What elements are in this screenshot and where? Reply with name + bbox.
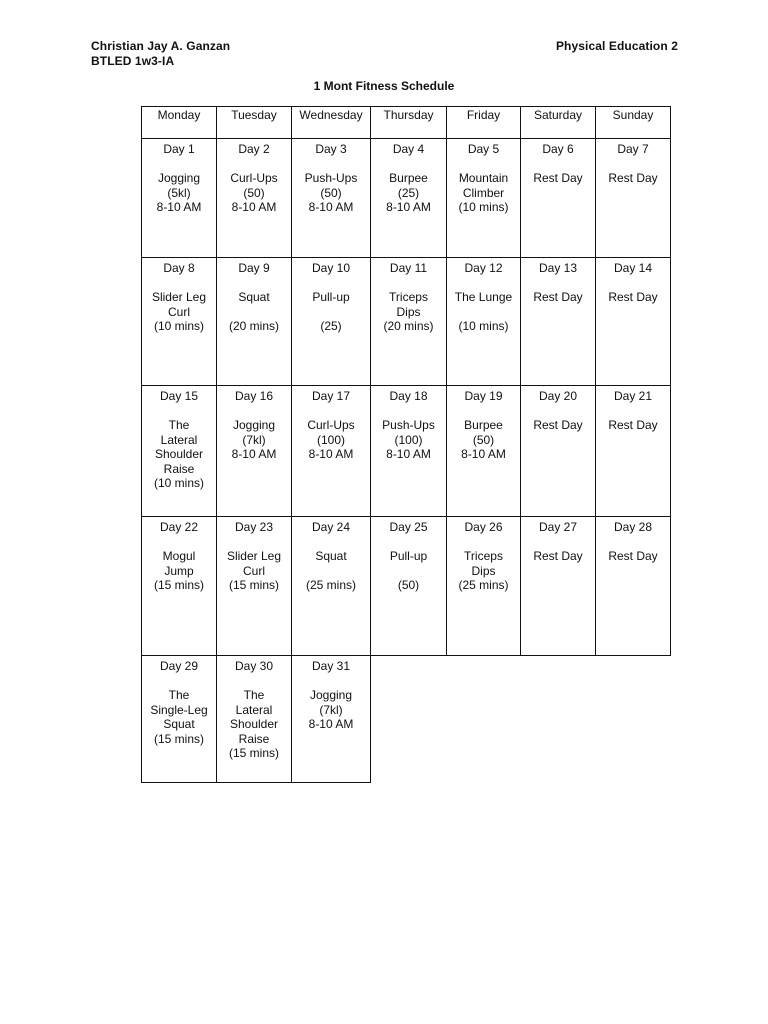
day-cell (292, 517, 371, 656)
day-cell (447, 258, 521, 386)
activity-line: (10 mins) (153, 319, 204, 334)
day-number: Day 12 (464, 261, 503, 275)
activity-line: Rest Day (608, 418, 658, 432)
day-cell (142, 139, 217, 258)
empty-cell (447, 656, 521, 783)
day-number: Day 22 (159, 520, 199, 534)
day-cell (217, 258, 292, 386)
week-row (142, 139, 671, 258)
activity-line: 8-10 AM (308, 717, 354, 732)
activity (521, 418, 595, 433)
week-row (142, 656, 671, 783)
day-number: Day 1 (163, 142, 195, 156)
weekday-header: Wednesday (292, 107, 371, 139)
day-number: Day 30 (234, 659, 274, 673)
activity-line: The Lunge (454, 290, 513, 304)
activity (142, 290, 216, 334)
day-number: Day 13 (538, 261, 578, 275)
day-cell (217, 386, 292, 517)
activity-line: Burpee (464, 418, 503, 432)
activity-line: (25) (320, 319, 342, 334)
weekday-header: Thursday (371, 107, 447, 139)
activity-line: Shoulder (229, 717, 279, 732)
subject-name: Physical Education 2 (555, 39, 678, 53)
day-cell (596, 258, 671, 386)
activity (596, 549, 670, 564)
day-number: Day 14 (613, 261, 653, 275)
activity (447, 418, 520, 462)
activity-line: Triceps (464, 549, 503, 563)
activity-line: 8-10 AM (308, 447, 354, 462)
day-number: Day 28 (613, 520, 653, 534)
activity-line: (20 mins) (228, 319, 279, 334)
activity-line: Pull-up (389, 549, 428, 563)
activity-line: 8-10 AM (231, 200, 277, 215)
activity-line: Slider Leg (226, 549, 282, 563)
activity-line: (25 mins) (305, 578, 356, 593)
activity-line: Single-Leg (150, 702, 208, 717)
activity-line (292, 305, 370, 320)
fitness-schedule-table (141, 106, 671, 783)
activity-line: Burpee (389, 171, 428, 185)
activity-line: Jogging (157, 171, 201, 185)
day-number: Day 23 (234, 520, 274, 534)
schedule-body (142, 139, 671, 783)
day-number: Day 4 (392, 142, 425, 156)
day-number: Day 29 (159, 659, 199, 673)
day-number: Day 17 (311, 389, 351, 403)
student-name: Christian Jay A. Ganzan (91, 39, 231, 53)
activity (596, 418, 670, 433)
activity-line: Triceps (389, 290, 428, 304)
activity-line: (10 mins) (458, 200, 509, 215)
day-cell (521, 139, 596, 258)
day-cell (142, 386, 217, 517)
activity (217, 290, 291, 334)
day-cell (596, 517, 671, 656)
activity-line: (100) (394, 432, 423, 447)
activity-line: The (243, 688, 265, 702)
day-number: Day 31 (311, 659, 351, 673)
activity-line: Rest Day (533, 418, 583, 432)
activity-line: Dips (396, 304, 421, 319)
activity-line: Rest Day (533, 171, 583, 185)
week-row (142, 258, 671, 386)
activity-line: (25 mins) (458, 578, 509, 593)
activity-line: Push-Ups (382, 418, 435, 432)
activity-line: (20 mins) (383, 319, 434, 334)
activity-line: Curl-Ups (230, 171, 278, 185)
activity-line: Raise (238, 731, 270, 746)
activity-line (447, 305, 520, 320)
activity-line: 8-10 AM (156, 200, 202, 215)
activity-line: Mountain (458, 171, 509, 185)
day-number: Day 16 (234, 389, 274, 403)
activity-line: 8-10 AM (386, 200, 431, 215)
activity-line: (25) (397, 185, 420, 200)
day-cell (521, 386, 596, 517)
activity-line: (50) (472, 432, 495, 447)
activity-line: (15 mins) (153, 578, 204, 593)
day-cell (371, 386, 447, 517)
empty-cell (371, 656, 447, 783)
activity (217, 688, 291, 761)
day-cell (292, 139, 371, 258)
activity-line: (7kl) (242, 432, 266, 447)
day-number: Day 5 (467, 142, 500, 156)
day-cell (142, 517, 217, 656)
activity-line: (50) (397, 578, 420, 593)
activity (142, 549, 216, 593)
day-cell (447, 386, 521, 517)
activity-line: Slider Leg (151, 290, 207, 304)
day-number: Day 7 (617, 142, 649, 156)
day-cell (371, 517, 447, 656)
activity (217, 549, 291, 593)
activity (596, 171, 670, 186)
week-row (142, 517, 671, 656)
day-number: Day 10 (311, 261, 351, 275)
activity-line: Mogul (162, 549, 196, 563)
activity-line: Lateral (160, 432, 198, 447)
activity-line: Curl (242, 563, 265, 578)
activity-line: Rest Day (533, 290, 583, 304)
activity-line: Rest Day (608, 549, 658, 563)
weekday-header: Monday (142, 107, 217, 139)
day-number: Day 15 (159, 389, 199, 403)
activity-line: Rest Day (533, 549, 583, 563)
day-number: Day 11 (389, 261, 428, 275)
activity (371, 290, 446, 334)
empty-cell (596, 656, 671, 783)
activity-line: Shoulder (154, 447, 204, 462)
activity-line: (10 mins) (153, 476, 204, 491)
activity-line: Rest Day (608, 290, 658, 304)
day-cell (447, 517, 521, 656)
day-cell (292, 386, 371, 517)
day-number: Day 2 (238, 142, 270, 156)
weekday-header-row (142, 107, 671, 139)
activity-line: Squat (163, 717, 195, 732)
day-cell (596, 386, 671, 517)
activity-line: 8-10 AM (461, 447, 506, 462)
activity (596, 290, 670, 305)
activity-line: The (168, 418, 190, 432)
activity (142, 171, 216, 215)
weekday-header: Tuesday (217, 107, 292, 139)
activity (292, 688, 370, 732)
activity (292, 171, 370, 215)
activity-line: (5kl) (167, 185, 191, 200)
day-cell (142, 258, 217, 386)
activity-line (217, 305, 291, 320)
day-cell (292, 258, 371, 386)
activity-line: (15 mins) (228, 578, 279, 593)
day-number: Day 21 (613, 389, 653, 403)
activity-line: Lateral (235, 702, 273, 717)
activity-line: Push-Ups (304, 171, 358, 185)
day-number: Day 24 (311, 520, 351, 534)
activity-line: Jogging (232, 418, 276, 432)
day-cell (447, 139, 521, 258)
activity (371, 171, 446, 215)
day-cell (292, 656, 371, 783)
day-number: Day 8 (163, 261, 195, 275)
activity-line: (50) (243, 185, 265, 200)
activity (292, 290, 370, 334)
day-number: Day 27 (538, 520, 578, 534)
day-number: Day 3 (315, 142, 347, 156)
day-cell (521, 258, 596, 386)
activity-line: Curl-Ups (307, 418, 355, 432)
weekday-header: Saturday (521, 107, 596, 139)
activity-line: Climber (462, 185, 505, 200)
activity-line: Raise (163, 461, 195, 476)
activity (371, 549, 446, 593)
day-cell (142, 656, 217, 783)
activity (521, 290, 595, 305)
day-cell (521, 517, 596, 656)
activity-line: (100) (316, 432, 345, 447)
activity-line (292, 564, 370, 579)
activity-line (371, 564, 446, 579)
day-number: Day 20 (538, 389, 578, 403)
activity (142, 418, 216, 491)
activity (292, 549, 370, 593)
day-number: Day 9 (238, 261, 270, 275)
activity-line: Curl (167, 304, 190, 319)
day-number: Day 19 (464, 389, 503, 403)
day-number: Day 18 (389, 389, 428, 403)
activity-line: Squat (238, 290, 270, 304)
day-number: Day 6 (542, 142, 574, 156)
activity-line: 8-10 AM (386, 447, 431, 462)
weekday-header: Sunday (596, 107, 671, 139)
activity-line: Jump (164, 563, 194, 578)
activity (521, 549, 595, 564)
activity-line: Jogging (309, 688, 353, 702)
day-number: Day 26 (464, 520, 503, 534)
week-row (142, 386, 671, 517)
activity (521, 171, 595, 186)
activity-line: Pull-up (312, 290, 350, 304)
day-cell (217, 139, 292, 258)
activity (447, 290, 520, 334)
activity (371, 418, 446, 462)
activity-line: (50) (320, 185, 342, 200)
day-number: Day 25 (389, 520, 428, 534)
activity (217, 171, 291, 215)
activity-line: 8-10 AM (308, 200, 354, 215)
empty-cell (521, 656, 596, 783)
activity-line: The (168, 688, 190, 702)
weekday-header: Friday (447, 107, 521, 139)
course-section: BTLED 1w3-IA (91, 54, 175, 68)
activity-line: (15 mins) (228, 746, 279, 761)
activity-line: (7kl) (319, 702, 343, 717)
activity (447, 549, 520, 593)
page-title: 1 Mont Fitness Schedule (313, 79, 455, 93)
day-cell (371, 258, 447, 386)
activity-line: (15 mins) (153, 731, 204, 746)
activity-line: Dips (471, 563, 496, 578)
day-cell (371, 139, 447, 258)
day-cell (596, 139, 671, 258)
activity-line: 8-10 AM (231, 447, 277, 462)
activity-line: Rest Day (608, 171, 658, 185)
activity-line: Squat (315, 549, 347, 563)
activity (142, 688, 216, 746)
activity (292, 418, 370, 462)
activity (447, 171, 520, 215)
day-cell (217, 656, 292, 783)
activity-line: (10 mins) (458, 319, 509, 334)
day-cell (217, 517, 292, 656)
activity (217, 418, 291, 462)
